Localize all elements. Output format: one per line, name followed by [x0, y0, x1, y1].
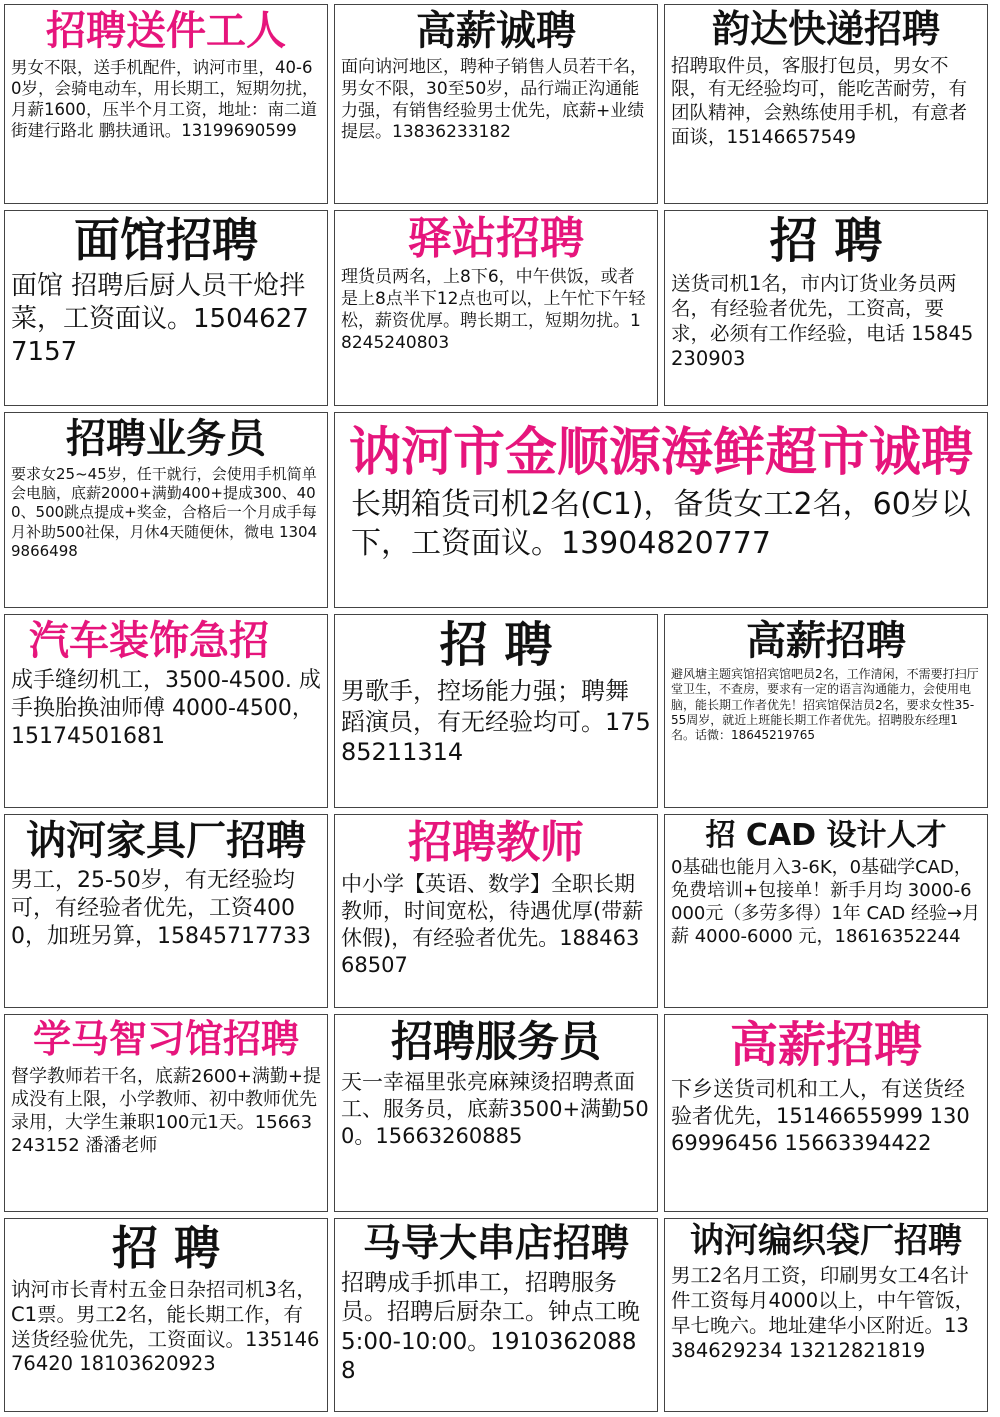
ad-body: 面向讷河地区，聘种子销售人员若干名，男女不限，30至50岁，品行端正沟通能力强，有销售经验男士优先，底薪+业绩提层。13836233182 [341, 57, 647, 143]
ad-body: 成手缝纫机工，3500-4500. 成手换胎换油师傅 4000-4500，15174501681 [11, 668, 321, 750]
ad-title: 高薪诚聘 [416, 8, 576, 54]
ad-title: 讷河家具厂招聘 [26, 818, 306, 864]
ad-body: 招聘成手抓串工，招聘服务员。招聘后厨杂工。钟点工晚5:00-10:00。19103620888 [341, 1269, 640, 1385]
ad-title: 招聘业务员 [66, 416, 266, 462]
ad-singer-dancer [334, 614, 658, 808]
ad-seafood-supermarket [334, 412, 988, 608]
ad-title: 讷河编织袋厂招聘 [690, 1221, 962, 1261]
ad-body: 送货司机1名，市内订货业务员两名，有经验者优先，工资高，要求，必须有工作经验，电话 15845230903 [671, 271, 974, 370]
ad-title: 韵达快递招聘 [711, 7, 940, 51]
ad-express-courier [664, 4, 988, 204]
ad-car-decoration [4, 614, 328, 808]
ad-body: 男歌手，控场能力强；聘舞蹈演员，有无经验均可。17585211314 [341, 676, 651, 767]
ad-furniture-factory [4, 814, 328, 1008]
ad-body: 天一幸福里张亮麻辣烫招聘煮面工、服务员，底薪3500+满勤500。15663260885 [341, 1070, 649, 1148]
ad-body: 避风塘主题宾馆招宾馆吧员2名，工作清闲，不需要打扫厅堂卫生，不查房，要求有一定的语言沟通能力，会使用电脑，能长期工作者优先！招宾馆保洁员2名，要求女性35-55周岁，就近上班能长期工作者优先。招聘股东经理1名。话微：18645219765 [671, 667, 979, 743]
ad-body: 男女不限，送手机配件，讷河市里，40-60岁，会骑电动车，用长期工，短期勿扰，月薪1600，压半个月工资，地址：南二道街建行路北 鹏扶通讯。13199690599 [11, 58, 319, 141]
ad-skewer-restaurant [334, 1218, 658, 1412]
ad-cad-designer [664, 814, 988, 1008]
ad-hardware-store [4, 1218, 328, 1412]
ad-title: 招 聘 [769, 213, 883, 269]
ad-body: 0基础也能月入3-6K，0基础学CAD，免费培训+包接单！新手月均 3000-6000元（多劳多得）1年 CAD 经验→月薪 4000-6000 元，18616352244 [671, 857, 981, 948]
ad-body: 理货员两名，上8下6，中午供饭，或者是上8点半下12点也可以，上午忙下午轻松，薪资优厚。聘长期工，短期勿扰。18245240803 [341, 267, 646, 353]
ad-title: 学马智习馆招聘 [32, 1017, 299, 1061]
ad-body: 讷河市长青村五金日杂招司机3名，C1票。男工2名，能长期工作，有送货经验优先，工资面议。13514676420 18103620923 [11, 1277, 320, 1376]
ad-title: 招 CAD 设计人才 [705, 818, 947, 853]
ad-body: 男工，25-50岁，有无经验均可，有经验者优先，工资4000，加班另算，15845717733 [11, 868, 311, 950]
ad-study-hall [4, 1014, 328, 1212]
ad-body: 下乡送货司机和工人，有送货经验者优先，15146655999 13069996456 15663394422 [671, 1076, 970, 1155]
ad-body: 长期箱货司机2名(C1)，备货女工2名，60岁以下，工资面议。13904820777 [351, 487, 971, 561]
ad-title: 高薪招聘 [729, 1017, 922, 1073]
ad-teacher [334, 814, 658, 1008]
ad-rural-delivery [664, 1014, 988, 1212]
ad-title: 招 聘 [111, 1221, 220, 1275]
ad-title: 招聘教师 [408, 817, 584, 868]
ad-title: 招聘送件工人 [46, 8, 286, 54]
ad-body: 招聘取件员，客服打包员，男女不限，有无经验均可，能吃苦耐劳，有团队精神，会熟练使用手机，有意者面谈，15146657549 [671, 55, 968, 148]
ad-title: 讷河市金顺源海鲜超市诚聘 [348, 423, 973, 483]
ad-body: 男工2名月工资，印刷男女工4名计件工资每月4000以上，中午管饭，早七晚六。地址建华小区附近。13384629234 13212821819 [671, 1264, 975, 1363]
ad-post-station [334, 210, 658, 406]
ad-delivery-worker [4, 4, 328, 204]
ad-body: 中小学【英语、数学】全职长期教师，时间宽松，待遇优厚(带薪休假)，有经验者优先。18846368507 [341, 872, 644, 978]
ad-delivery-driver [664, 210, 988, 406]
ad-title: 高薪招聘 [746, 618, 906, 664]
ad-woven-bag-factory [664, 1218, 988, 1412]
ad-title: 驿站招聘 [408, 213, 584, 264]
ad-title: 面馆招聘 [74, 213, 258, 267]
ad-seed-sales [334, 4, 658, 204]
ad-title: 招 聘 [439, 617, 553, 673]
ad-waiter [334, 1014, 658, 1212]
ad-noodle-shop [4, 210, 328, 406]
ad-hotel-staff [664, 614, 988, 808]
ad-body: 要求女25~45岁，任干就行，会使用手机简单会电脑，底薪2000+满勤400+提成300、400、500跳点提成+奖金，合格后一个月成手每月补助500社保，月休4天随便休，微电 13049866498 [11, 465, 318, 560]
ad-title: 汽车装饰急招 [29, 618, 269, 664]
ad-title: 马导大串店招聘 [362, 1221, 629, 1265]
ad-body: 面馆 招聘后厨人员干炝拌菜，工资面议。15046277157 [11, 270, 309, 368]
ad-salesperson [4, 412, 328, 608]
ad-title: 招聘服务员 [390, 1017, 601, 1066]
ad-body: 督学教师若干名，底薪2600+满勤+提成没有上限，小学教师、初中教师优先录用，大学生兼职100元1天。15663243152 潘潘老师 [11, 1065, 321, 1156]
